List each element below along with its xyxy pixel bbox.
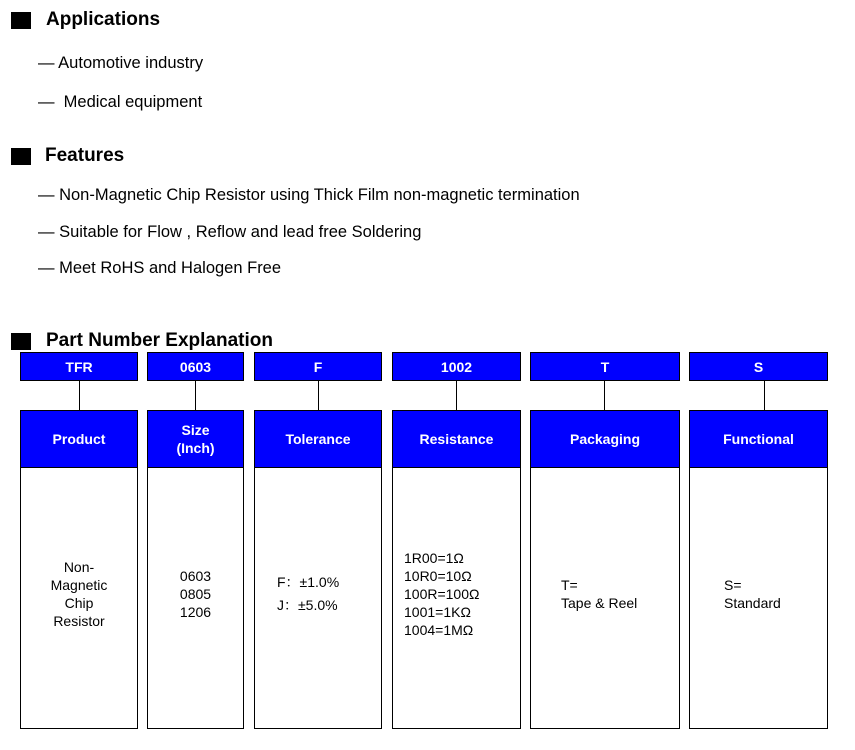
connector-line	[318, 381, 319, 410]
column-size	[147, 410, 244, 729]
column-body	[148, 468, 243, 728]
column-resistance	[392, 410, 521, 729]
column-header: Size (Inch)	[148, 411, 243, 468]
list-item: — Automotive industry	[38, 54, 204, 72]
column-line: S=	[724, 577, 742, 593]
section-bullet-icon	[11, 333, 31, 350]
column-line: F：±1.0%	[277, 574, 340, 590]
part-number-heading: Part Number Explanation	[46, 330, 273, 351]
column-line: 1001=1KΩ	[404, 604, 471, 620]
section-bullet-icon	[11, 148, 31, 165]
connector-line	[604, 381, 605, 410]
column-line: Tape & Reel	[561, 595, 638, 611]
list-item: — Suitable for Flow , Reflow and lead free Soldering	[38, 223, 422, 241]
column-body	[393, 468, 520, 728]
connector-line	[764, 381, 765, 410]
column-line: 0805	[179, 586, 212, 602]
code-box-tolerance: F	[254, 352, 382, 381]
column-line: Chip	[64, 595, 94, 611]
column-line: 100R=100Ω	[404, 586, 480, 602]
column-tolerance	[254, 410, 382, 729]
column-line: 1R00=1Ω	[404, 550, 464, 566]
column-header: Packaging	[531, 411, 679, 468]
list-item: — Non-Magnetic Chip Resistor using Thick Film non-magnetic termination	[38, 186, 580, 204]
column-body	[690, 468, 827, 728]
section-bullet-icon	[11, 12, 31, 29]
code-box-size: 0603	[147, 352, 244, 381]
column-product	[20, 410, 138, 729]
column-line: 0603	[179, 568, 212, 584]
column-line: Standard	[724, 595, 781, 611]
column-line: 1004=1MΩ	[404, 622, 474, 638]
applications-heading: Applications	[46, 9, 161, 30]
column-line: Magnetic	[50, 577, 108, 593]
column-line: 10R0=10Ω	[404, 568, 472, 584]
code-box-product: TFR	[20, 352, 138, 381]
code-box-resistance: 1002	[392, 352, 521, 381]
column-line: J：±5.0%	[277, 597, 338, 613]
connector-line	[456, 381, 457, 410]
column-header: Resistance	[393, 411, 520, 468]
column-header: Tolerance	[255, 411, 381, 468]
connector-line	[79, 381, 80, 410]
code-box-packaging: T	[530, 352, 680, 381]
code-box-functional: S	[689, 352, 828, 381]
column-header: Product	[21, 411, 137, 468]
column-body	[531, 468, 679, 728]
column-packaging	[530, 410, 680, 729]
column-body	[255, 468, 381, 728]
list-item: — Medical equipment	[38, 93, 203, 111]
connector-line	[195, 381, 196, 410]
column-line: Resistor	[53, 613, 105, 629]
list-item: — Meet RoHS and Halogen Free	[38, 259, 282, 277]
features-heading: Features	[45, 145, 125, 166]
column-functional	[689, 410, 828, 729]
column-line: T=	[561, 577, 578, 593]
column-line: 1206	[179, 604, 212, 620]
column-header: Functional	[690, 411, 827, 468]
column-body	[21, 468, 137, 728]
column-line: Non-	[63, 559, 95, 575]
